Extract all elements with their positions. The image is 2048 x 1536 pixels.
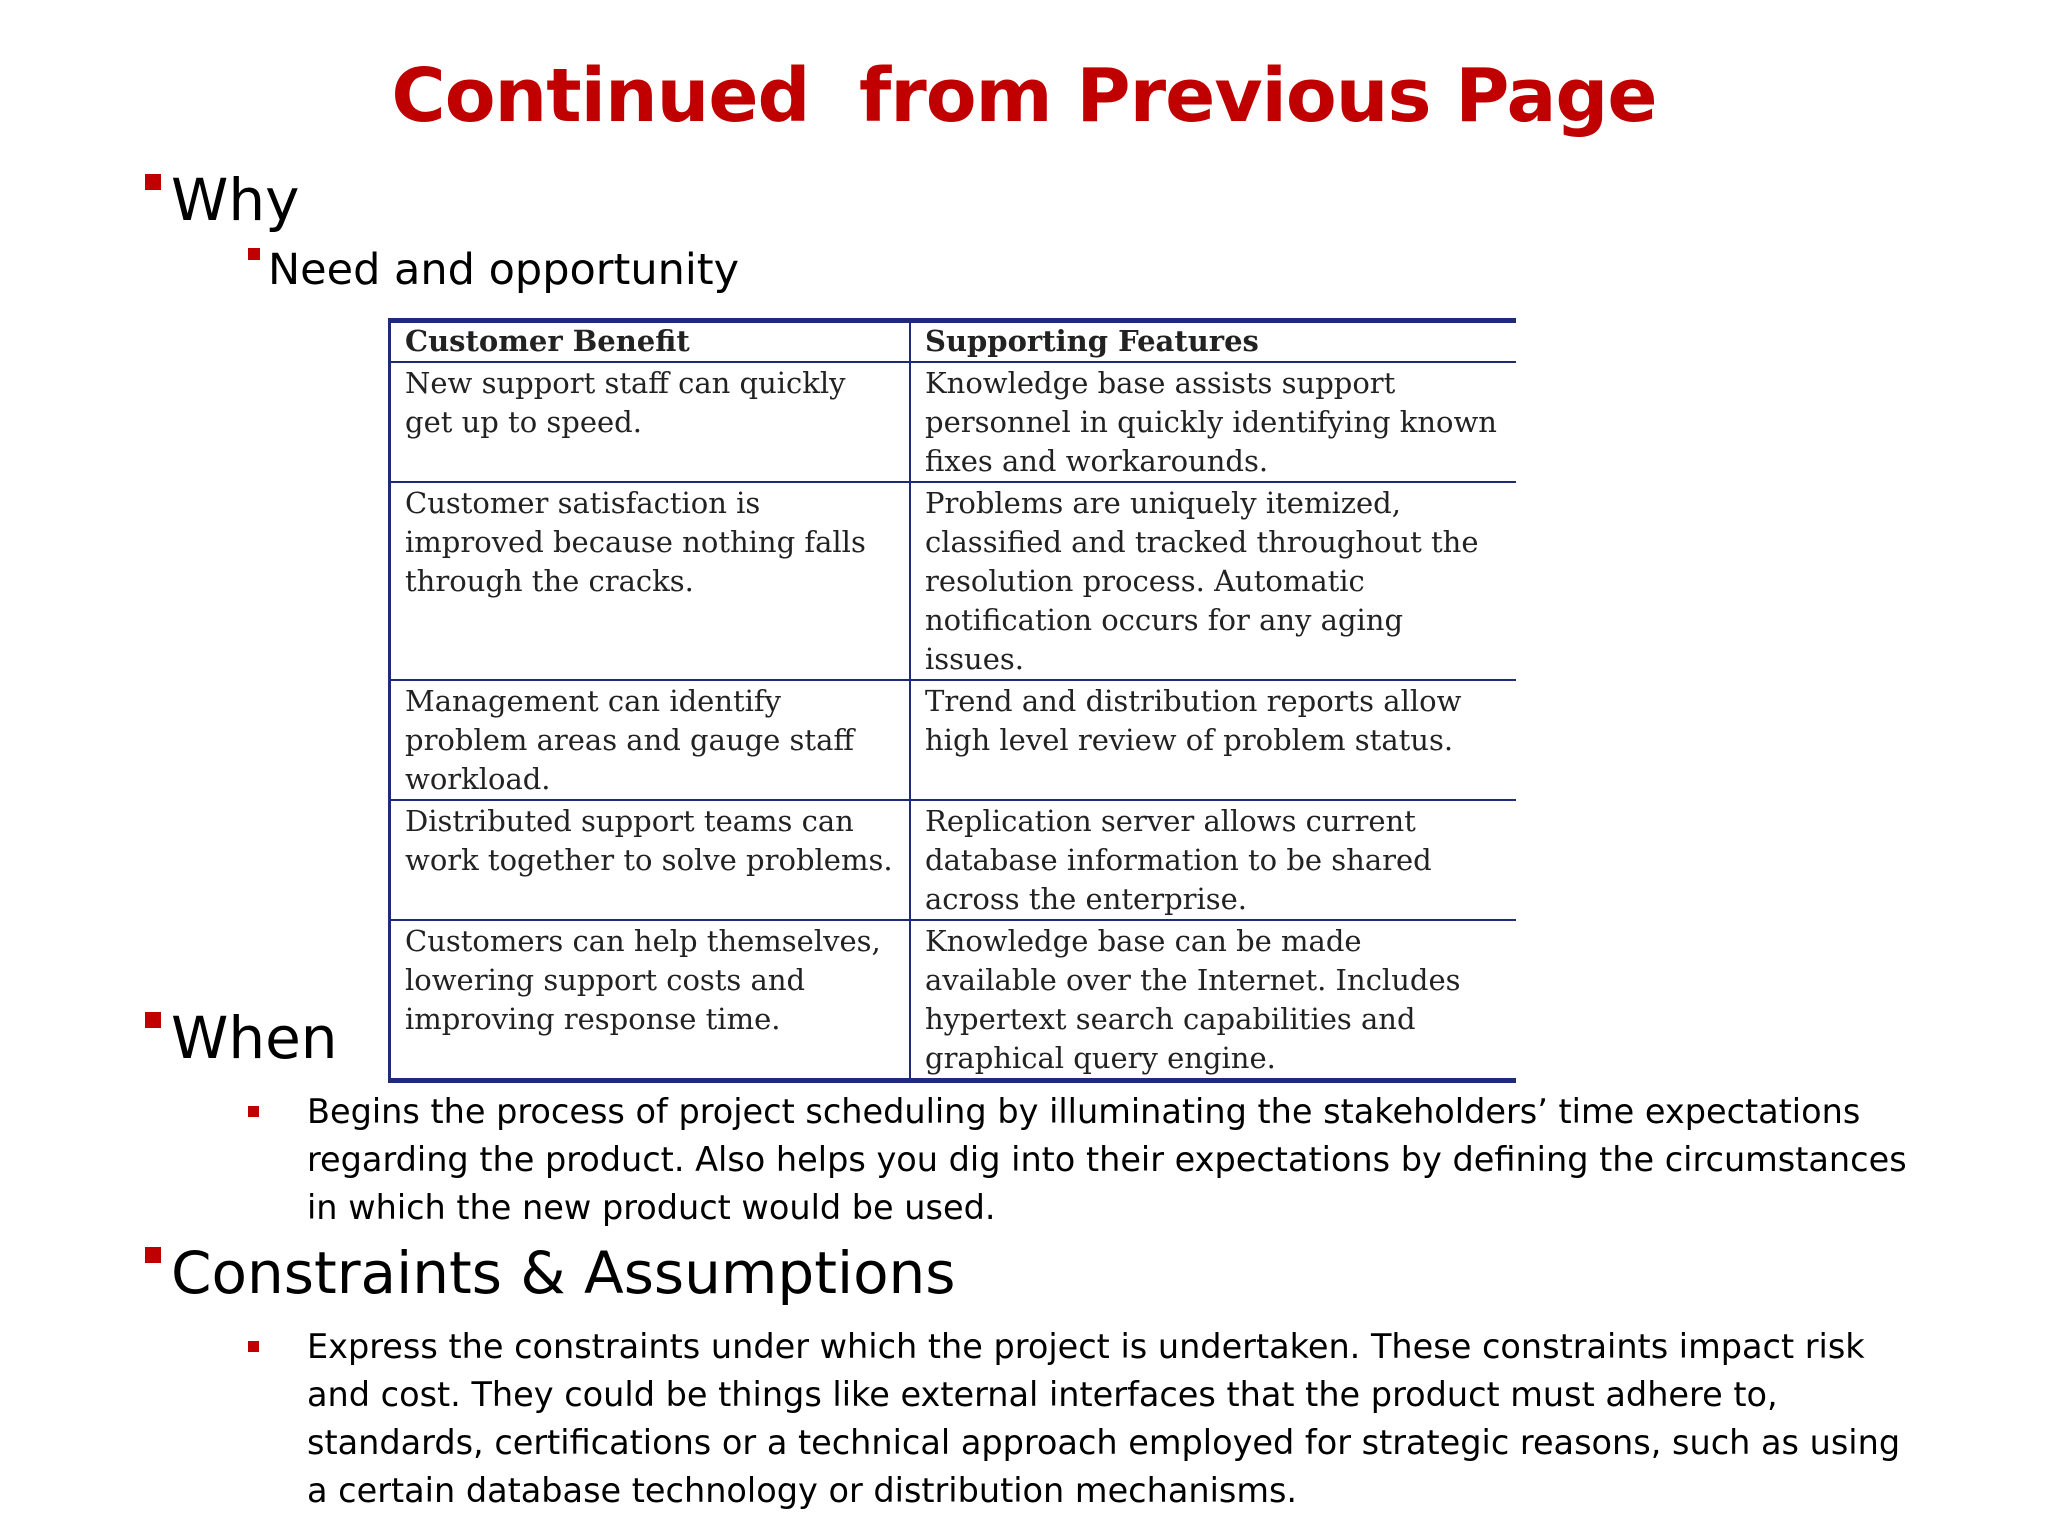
when-heading: When — [171, 1004, 338, 1072]
when-paragraph — [248, 1088, 1908, 1232]
table-row — [390, 362, 1517, 482]
benefits-table-wrap — [388, 318, 1516, 1075]
table-row — [390, 800, 1517, 920]
when-text: Begins the process of project scheduling by illuminating the stakeholders’ time expectations regarding the product. Also helps you dig into their expectations by defining the circumstances in which the new product would be used. — [307, 1092, 1907, 1227]
constraints-text: Express the constraints under which the project is undertaken. These constraints impact risk and cost. They could be things like external interfaces that the product must adhere to, standards, certifications or a technical approach employed for strategic reasons, such as using a certain database technology or distribution mechanisms. — [307, 1327, 1901, 1510]
why-heading: Why — [171, 166, 300, 234]
benefit-cell: Customer satisfaction is improved because nothing falls through the cracks. — [390, 482, 911, 680]
bullet-square-icon — [248, 1106, 259, 1117]
column-header-features: Supporting Features — [910, 321, 1516, 363]
table-row — [390, 680, 1517, 800]
benefit-cell: Customers can help themselves, lowering support costs and improving response time. — [390, 920, 911, 1081]
feature-cell: Replication server allows current database information to be shared across the enterprise. — [910, 800, 1516, 920]
bullet-square-icon — [248, 248, 260, 260]
benefit-cell: Distributed support teams can work together to solve problems. — [390, 800, 911, 920]
feature-cell: Knowledge base assists support personnel in quickly identifying known fixes and workarounds. — [910, 362, 1516, 482]
column-header-benefit: Customer Benefit — [390, 321, 911, 363]
bullet-when — [145, 1003, 338, 1073]
table-header-row — [390, 321, 1517, 363]
bullet-need-opportunity — [248, 244, 739, 296]
feature-cell: Problems are uniquely itemized, classified and tracked throughout the resolution process. Automatic notification occurs for any aging issues. — [910, 482, 1516, 680]
table-row — [390, 482, 1517, 680]
benefits-table — [388, 318, 1516, 1083]
constraints-heading: Constraints & Assumptions — [171, 1239, 956, 1307]
table-row — [390, 920, 1517, 1081]
bullet-constraints — [145, 1238, 956, 1308]
bullet-why — [145, 165, 299, 235]
feature-cell: Knowledge base can be made available over the Internet. Includes hypertext search capabilities and graphical query engine. — [910, 920, 1516, 1081]
constraints-paragraph — [248, 1323, 1908, 1515]
feature-cell: Trend and distribution reports allow high level review of problem status. — [910, 680, 1516, 800]
benefit-cell: New support staff can quickly get up to speed. — [390, 362, 911, 482]
bullet-square-icon — [145, 1247, 161, 1263]
bullet-square-icon — [145, 1012, 161, 1028]
benefit-cell: Management can identify problem areas and gauge staff workload. — [390, 680, 911, 800]
bullet-square-icon — [145, 174, 161, 190]
slide-title: Continued from Previous Page — [391, 53, 1657, 139]
why-subheading: Need and opportunity — [268, 245, 740, 295]
bullet-square-icon — [248, 1341, 259, 1352]
